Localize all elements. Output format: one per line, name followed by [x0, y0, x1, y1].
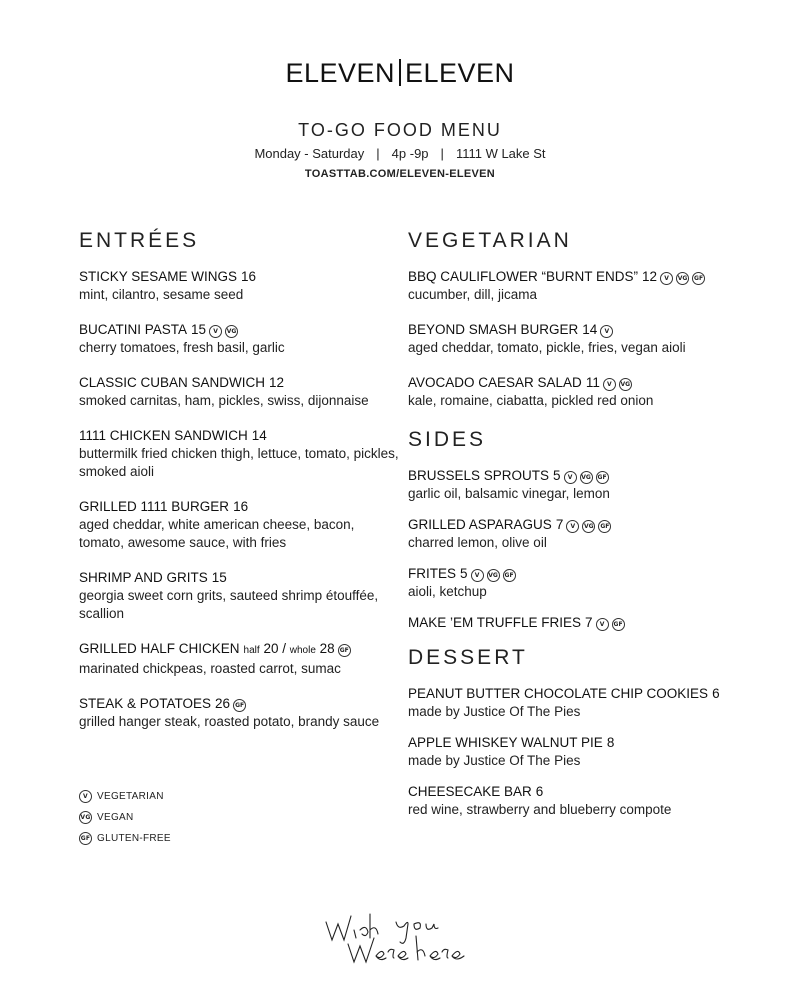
vg-badge-icon: VG — [487, 569, 500, 582]
menu-item — [79, 374, 399, 410]
price-whole: 28 — [319, 641, 335, 656]
address-text: 1111 W Lake St — [455, 146, 546, 161]
menu-item-name: BUCATINI PASTA — [79, 322, 188, 337]
legend-label: VEGAN — [97, 812, 134, 823]
vg-badge-icon: VG — [676, 272, 689, 285]
menu-item-description: cherry tomatoes, fresh basil, garlic — [79, 340, 285, 355]
menu-item — [79, 695, 399, 731]
vegetarian-list — [408, 268, 768, 410]
menu-item — [408, 685, 768, 721]
menu-item-header — [79, 427, 399, 445]
menu-item-description: buttermilk fried chicken thigh, lettuce, tomato, pickles, smoked aioli — [79, 446, 399, 479]
menu-item — [408, 321, 768, 357]
menu-item-price: 12 — [269, 375, 285, 390]
menu-item-name: 1111 CHICKEN SANDWICH — [79, 428, 248, 443]
menu-item-description: made by Justice Of The Pies — [408, 704, 581, 719]
menu-item-price: 16 — [241, 269, 257, 284]
menu-item-name: STICKY SESAME WINGS — [79, 269, 238, 284]
menu-item-name: BBQ CAULIFLOWER “BURNT ENDS” — [408, 269, 639, 284]
hours-line — [0, 146, 800, 161]
menu-item-price: 7 — [555, 517, 564, 532]
gf-badge-icon: GF — [596, 471, 609, 484]
menu-item-description: georgia sweet corn grits, sauteed shrimp étouffée, scallion — [79, 588, 379, 621]
legend-row — [79, 811, 171, 832]
menu-item — [79, 498, 399, 552]
v-badge-icon: V — [209, 325, 222, 338]
menu-item-header — [79, 374, 399, 392]
menu-item — [408, 516, 768, 552]
v-badge-icon: V — [600, 325, 613, 338]
v-badge-icon: V — [596, 618, 609, 631]
menu-item — [79, 268, 399, 304]
gf-badge-icon: GF — [692, 272, 705, 285]
days-text: Monday - Saturday — [254, 146, 365, 161]
menu-item-header — [408, 783, 768, 801]
v-badge-icon: V — [660, 272, 673, 285]
menu-item-description: garlic oil, balsamic vinegar, lemon — [408, 486, 610, 501]
menu-item-description: charred lemon, olive oil — [408, 535, 547, 550]
gf-badge-icon: GF — [503, 569, 516, 582]
sides-list — [408, 467, 768, 632]
legend-label: VEGETARIAN — [97, 791, 164, 802]
section-title-entrees: ENTRÉES — [79, 229, 200, 252]
gf-badge-icon: GF — [233, 699, 246, 712]
menu-item-price — [244, 641, 335, 656]
left-column — [79, 228, 399, 748]
menu-title: TO-GO FOOD MENU — [298, 120, 502, 140]
menu-item-price: 11 — [585, 375, 600, 390]
section-title-sides: SIDES — [408, 428, 487, 451]
menu-item-name: PEANUT BUTTER CHOCOLATE CHIP COOKIES — [408, 686, 709, 701]
menu-item-header — [408, 268, 768, 286]
menu-item-name: SHRIMP AND GRITS — [79, 570, 208, 585]
menu-item-description: red wine, strawberry and blueberry compote — [408, 802, 672, 817]
hours-separator: | — [440, 146, 444, 161]
menu-item-name: CLASSIC CUBAN SANDWICH — [79, 375, 266, 390]
menu-item-header — [79, 321, 399, 339]
menu-item-description: grilled hanger steak, roasted potato, brandy sauce — [79, 714, 380, 729]
price-separator: / — [282, 641, 286, 656]
menu-item-price: 7 — [585, 615, 593, 630]
menu-item-header — [408, 516, 768, 534]
menu-item — [408, 268, 768, 304]
menu-item-price: 26 — [215, 696, 231, 711]
logo-divider — [399, 59, 401, 86]
menu-item-price: 14 — [582, 322, 598, 337]
signature-wish-you-were-here — [318, 900, 478, 970]
restaurant-logo — [0, 58, 800, 89]
menu-item-header — [79, 268, 399, 286]
legend-label: GLUTEN-FREE — [97, 833, 171, 844]
menu-item-description: smoked carnitas, ham, pickles, swiss, dijonnaise — [79, 393, 369, 408]
v-badge-icon: V — [79, 790, 92, 803]
menu-item-description: aged cheddar, tomato, pickle, fries, vegan aioli — [408, 340, 686, 355]
menu-item-name: FRITES — [408, 566, 457, 581]
menu-item-name: AVOCADO CAESAR SALAD — [408, 375, 582, 390]
menu-item-name: MAKE ’EM TRUFFLE FRIES — [408, 615, 582, 630]
menu-item-header — [408, 614, 768, 632]
price-half: 20 — [263, 641, 279, 656]
menu-item-name: CHEESECAKE BAR — [408, 784, 532, 799]
menu-item-price: 15 — [191, 322, 207, 337]
menu-item-price: 6 — [712, 686, 720, 701]
v-badge-icon: V — [471, 569, 484, 582]
menu-item-name: BEYOND SMASH BURGER — [408, 322, 579, 337]
menu-item-name: BRUSSELS SPROUTS — [408, 468, 550, 483]
menu-item — [408, 614, 768, 632]
menu-item-header — [79, 569, 399, 587]
menu-item-description: made by Justice Of The Pies — [408, 753, 581, 768]
menu-item — [79, 640, 399, 678]
menu-item-name: STEAK & POTATOES — [79, 696, 212, 711]
menu-item-description: aged cheddar, white american cheese, bacon, tomato, awesome sauce, with fries — [79, 517, 355, 550]
gf-badge-icon: GF — [598, 520, 611, 533]
menu-item-header — [408, 374, 768, 392]
dietary-legend — [79, 790, 171, 853]
menu-item-header — [408, 734, 768, 752]
menu-item — [79, 569, 399, 623]
v-badge-icon: V — [603, 378, 616, 391]
menu-item-price: 5 — [553, 468, 561, 483]
gf-badge-icon: GF — [612, 618, 625, 631]
menu-item — [79, 427, 399, 481]
time-text: 4p -9p — [391, 146, 429, 161]
legend-row — [79, 832, 171, 853]
vg-badge-icon: VG — [619, 378, 632, 391]
logo-right-word: ELEVEN — [405, 58, 515, 88]
price-half-label: half — [243, 645, 260, 656]
menu-item-header — [408, 467, 768, 485]
menu-item-header — [408, 685, 768, 703]
menu-item — [408, 783, 768, 819]
section-title-vegetarian: VEGETARIAN — [408, 229, 572, 252]
menu-item — [408, 374, 768, 410]
menu-item-price: 5 — [460, 566, 468, 581]
menu-item-price: 14 — [251, 428, 267, 443]
menu-item-description: aioli, ketchup — [408, 584, 487, 599]
menu-item-header — [408, 321, 768, 339]
menu-item — [408, 565, 768, 601]
right-column — [408, 228, 768, 832]
vg-badge-icon: VG — [580, 471, 593, 484]
price-whole-label: whole — [289, 645, 316, 656]
menu-item-description: kale, romaine, ciabatta, pickled red onion — [408, 393, 654, 408]
section-title-dessert: DESSERT — [408, 646, 528, 669]
menu-item-header — [79, 498, 399, 516]
menu-item — [408, 467, 768, 503]
menu-item-name: GRILLED ASPARAGUS — [408, 517, 552, 532]
menu-item-price: 12 — [642, 269, 658, 284]
menu-item-description: mint, cilantro, sesame seed — [79, 287, 244, 302]
order-url[interactable]: TOASTTAB.COM/ELEVEN-ELEVEN — [304, 168, 496, 180]
dessert-list — [408, 685, 768, 819]
menu-item-name: APPLE WHISKEY WALNUT PIE — [408, 735, 603, 750]
menu-item-description: marinated chickpeas, roasted carrot, sumac — [79, 661, 341, 676]
hours-separator: | — [376, 146, 380, 161]
menu-item-price: 6 — [535, 784, 544, 799]
menu-item-header — [408, 565, 768, 583]
menu-item-price: 15 — [211, 570, 227, 585]
entrees-list — [79, 268, 399, 731]
menu-item-header — [79, 695, 399, 713]
vg-badge-icon: VG — [79, 811, 92, 824]
v-badge-icon: V — [564, 471, 577, 484]
menu-item — [408, 734, 768, 770]
menu-item-name: GRILLED 1111 BURGER — [79, 499, 230, 514]
gf-badge-icon: GF — [79, 832, 92, 845]
menu-item-price: 16 — [233, 499, 249, 514]
menu-item-header — [79, 640, 399, 660]
menu-item-description: cucumber, dill, jicama — [408, 287, 538, 302]
gf-badge-icon: GF — [338, 644, 351, 657]
logo-left-word: ELEVEN — [285, 58, 395, 88]
menu-item — [79, 321, 399, 357]
v-badge-icon: V — [566, 520, 579, 533]
menu-item-price: 8 — [606, 735, 615, 750]
vg-badge-icon: VG — [225, 325, 238, 338]
legend-row — [79, 790, 171, 811]
menu-item-name: GRILLED HALF CHICKEN — [79, 641, 240, 656]
vg-badge-icon: VG — [582, 520, 595, 533]
